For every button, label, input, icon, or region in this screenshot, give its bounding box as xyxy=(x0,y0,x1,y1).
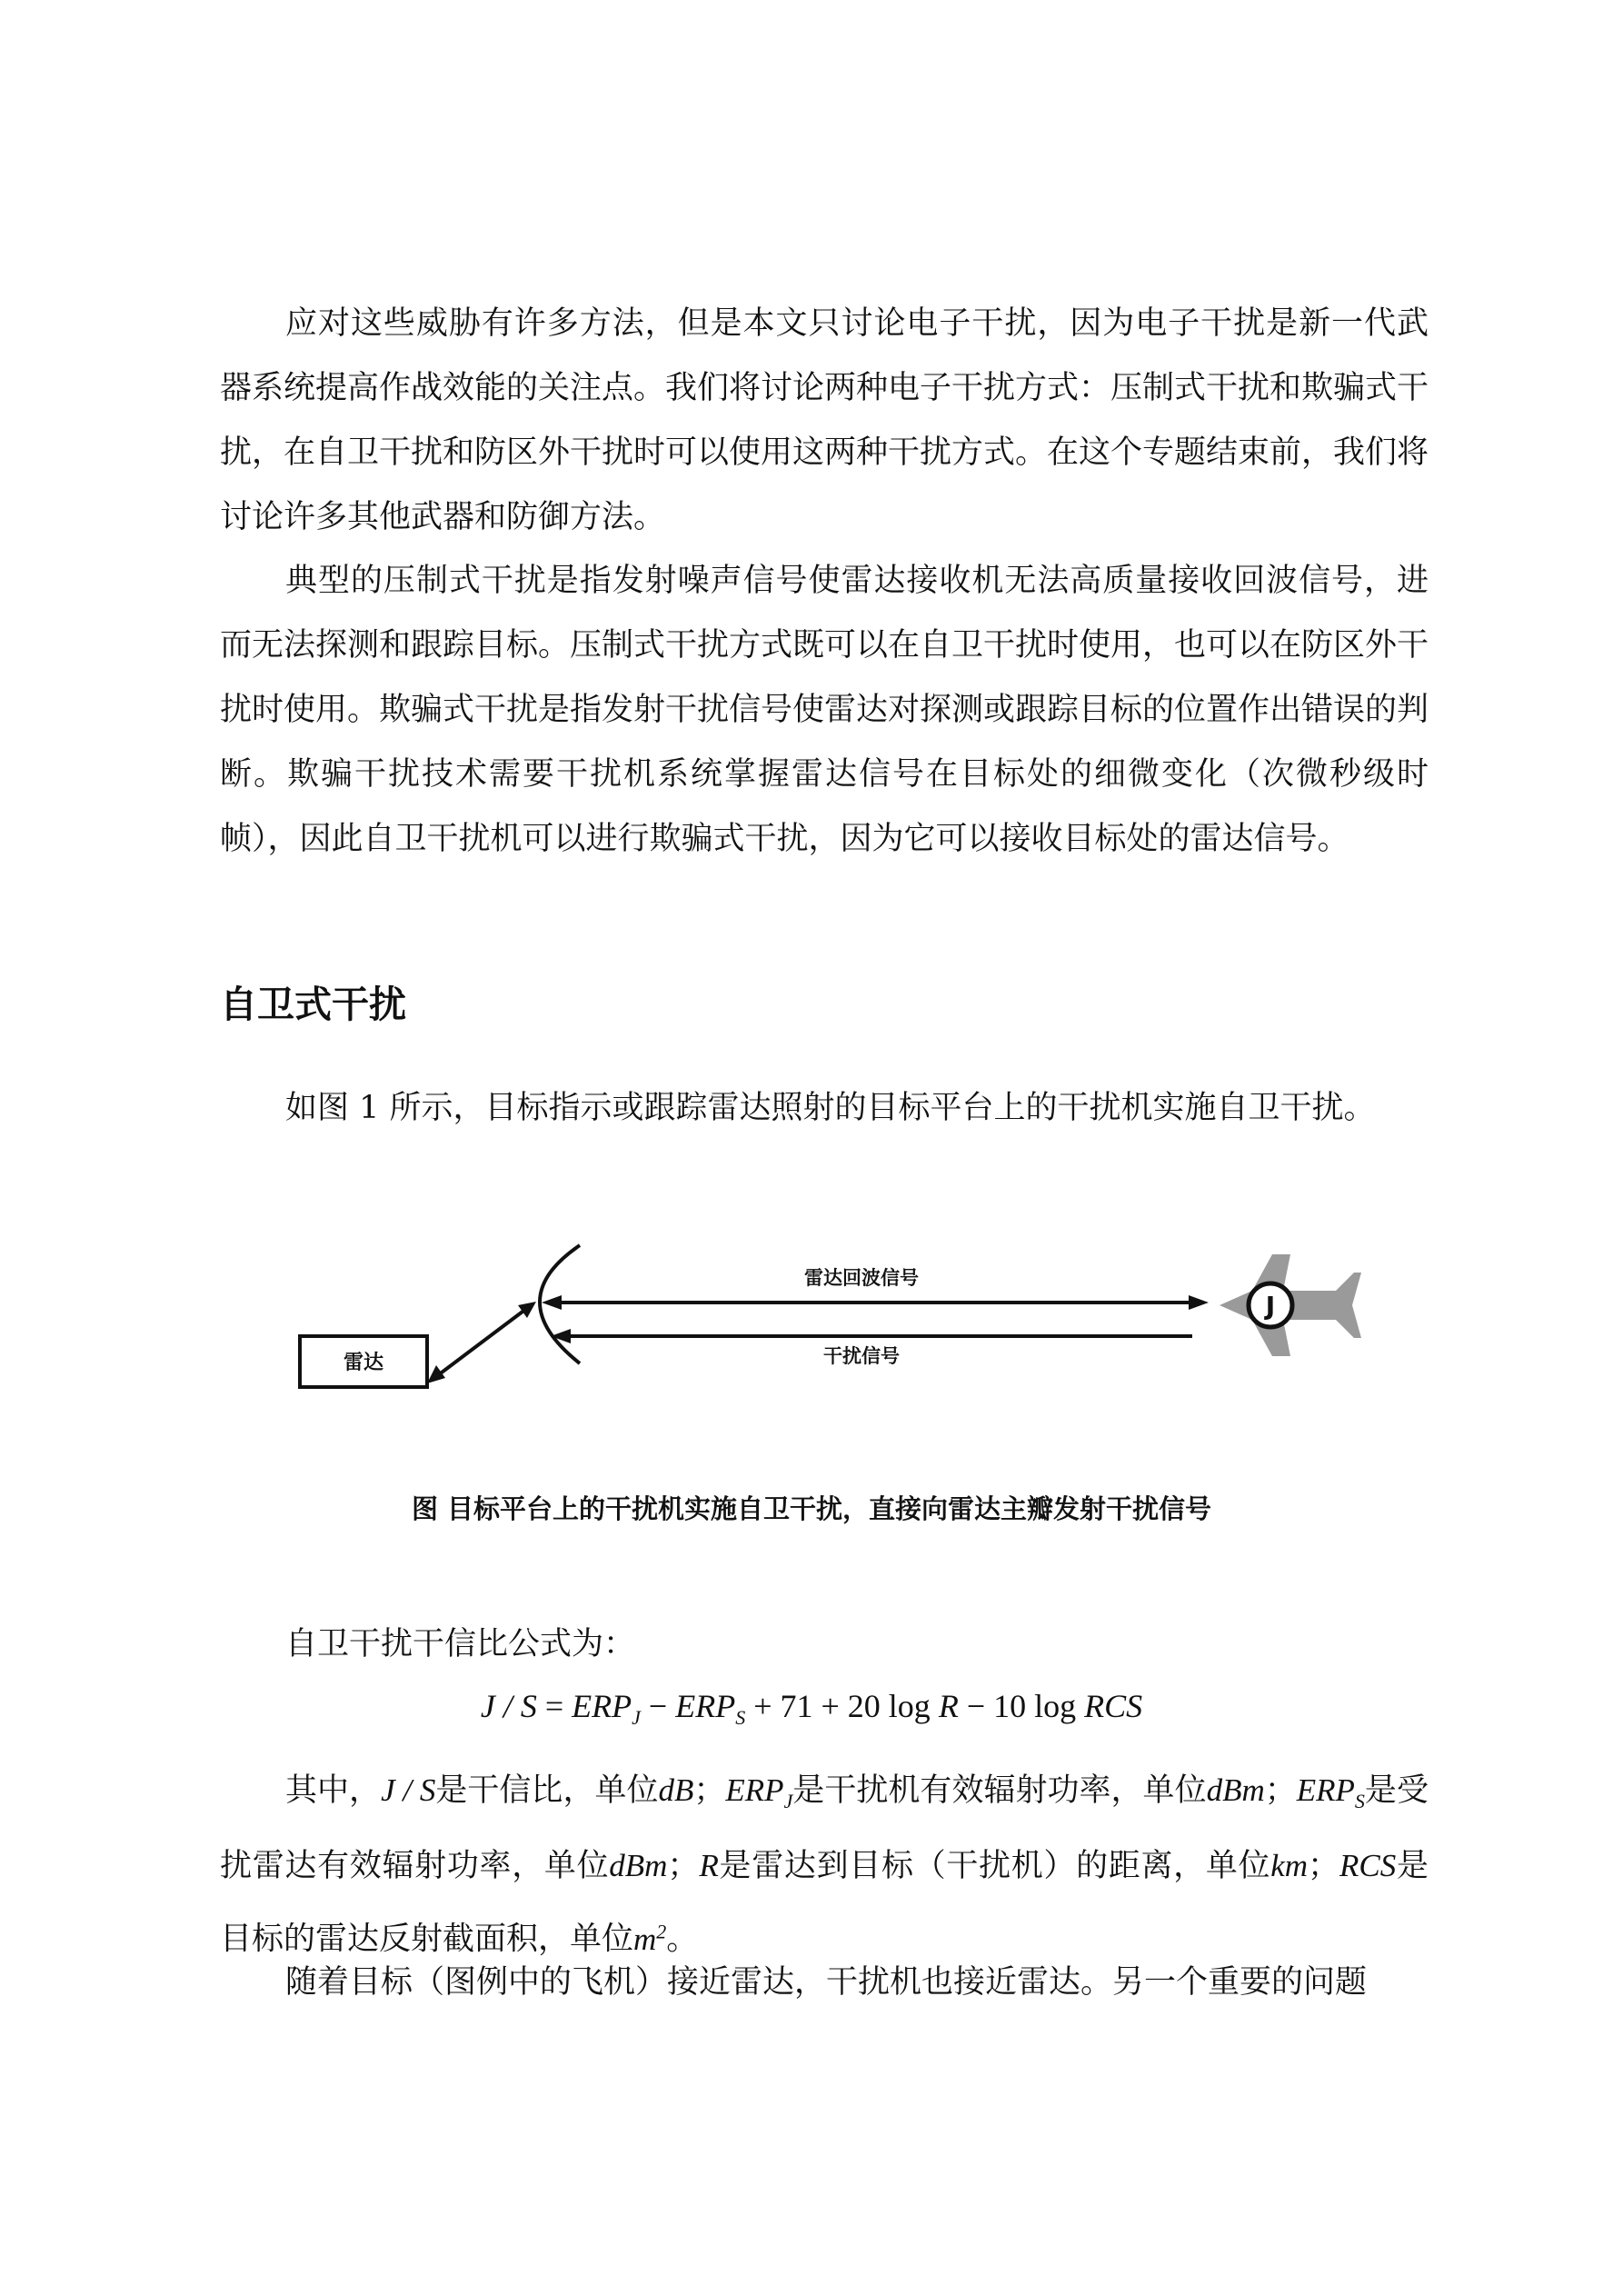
radar-antenna-link xyxy=(434,1306,530,1378)
aircraft-icon xyxy=(1220,1254,1361,1356)
paragraph-definitions: 其中，J / S是干信比，单位dB；$ERP_J$是干扰机有效辐射功率，单位dBm；$ERP_S$是受扰雷达有效辐射功率，单位dBm；R是雷达到目标（干扰机）的距离，单位km；RCS是目标的雷达反射截面积，单位$m^2$。 xyxy=(220,1772,1429,1958)
arrowhead-radar xyxy=(427,1365,445,1383)
jammer-letter: J xyxy=(1265,1291,1276,1321)
echo-arrow-right xyxy=(1189,1295,1209,1310)
paragraph-2: 典型的压制式干扰是指发射噪声信号使雷达接收机无法高质量接收回波信号，进而无法探测和跟踪目标。压制式干扰方式既可以在自卫干扰时使用，也可以在防区外干扰时使用。欺骗式干扰是指发射干扰信号使雷达对探测或跟踪目标的位置作出错误的判断。欺骗干扰技术需要干扰机系统掌握雷达信号在目标处的细微变化（次微秒级时帧），因此自卫干扰机可以进行欺骗式干扰，因为它可以接收目标处的雷达信号。 xyxy=(220,563,1429,857)
section-heading: 自卫式干扰 xyxy=(220,983,406,1026)
figure-caption: 图 目标平台上的干扰机实施自卫干扰，直接向雷达主瓣发射干扰信号 xyxy=(411,1493,1212,1524)
echo-arrow-left xyxy=(542,1295,562,1310)
figure-diagram xyxy=(273,1218,1381,1418)
echo-label: 雷达回波信号 xyxy=(804,1267,919,1289)
paragraph-6: 随着目标（图例中的飞机）接近雷达，干扰机也接近雷达。另一个重要的问题 xyxy=(285,1964,1368,2001)
paragraph-4: 自卫干扰干信比公式为： xyxy=(285,1626,636,1662)
jam-label: 干扰信号 xyxy=(823,1345,900,1367)
radar-label: 雷达 xyxy=(343,1352,384,1374)
paragraph-1: 应对这些威胁有许多方法，但是本文只讨论电子干扰，因为电子干扰是新一代武器系统提高作战效能的关注点。我们将讨论两种电子干扰方式：压制式干扰和欺骗式干扰，在自卫干扰和防区外干扰时可以使用这两种干扰方式。在这个专题结束前，我们将讨论许多其他武器和防御方法。 xyxy=(220,305,1429,535)
arrowhead-antenna xyxy=(518,1302,536,1318)
js-formula: $J / S = ERP_J - ERP_S + 71 + 20$ log R − 10 log RCS xyxy=(480,1688,1143,1730)
paragraph-3: 如图 1 所示，目标指示或跟踪雷达照射的目标平台上的干扰机实施自卫干扰。 xyxy=(285,1090,1376,1126)
jam-arrow-left xyxy=(551,1329,571,1343)
